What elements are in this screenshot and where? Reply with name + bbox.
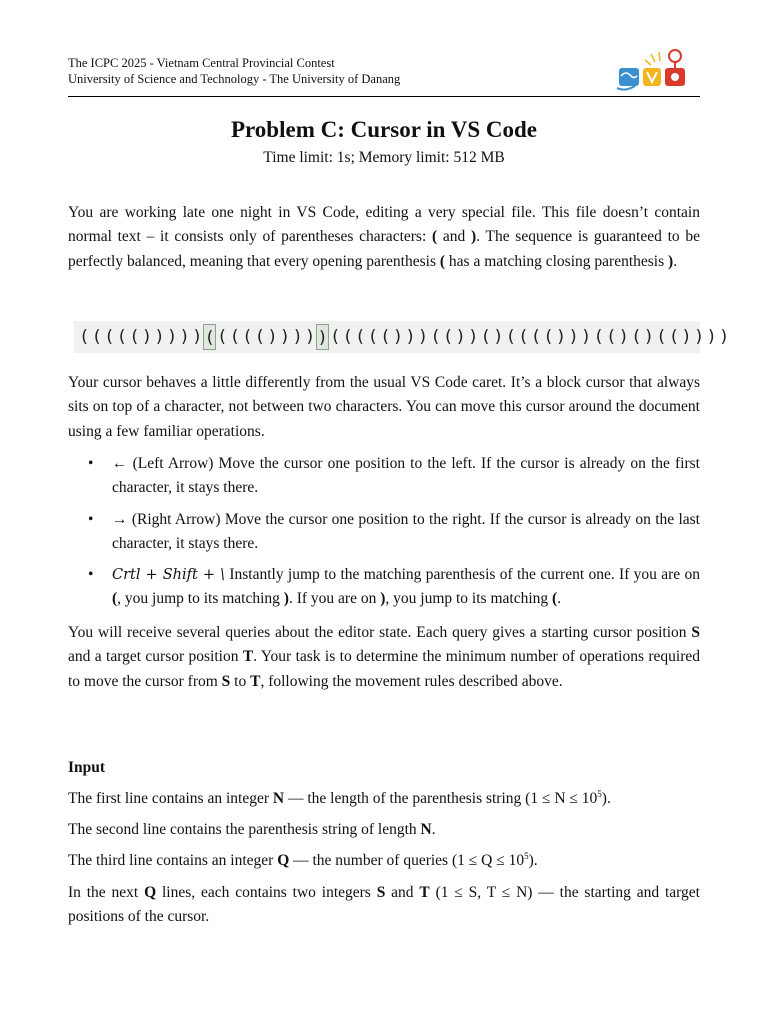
page-header	[68, 55, 700, 97]
list-item-jump: • Crtl + Shift + \ Instantly jump to the matching parenthesis of the current one. If you are on (, you jump to its matching ). If you are on ), you jump to its matching (.	[68, 563, 700, 612]
paren-char: )	[455, 327, 466, 347]
paren-char: )	[693, 327, 705, 347]
queries-paragraph: You will receive several queries about the editor state. Each query gives a starting cursor position S and a target cursor position T. Your task is to determine the minimum number of operations required to move the cursor from S to T, following the movement rules described above.	[68, 624, 700, 690]
paren-char: )	[141, 327, 153, 347]
paren-char: )	[643, 327, 654, 347]
paren-char: )	[493, 327, 504, 347]
paren-char: )	[555, 327, 567, 347]
paren-char: (	[229, 327, 240, 347]
paren-char: (	[116, 327, 128, 347]
paren-char: (	[593, 327, 604, 347]
paren-char: )	[166, 327, 178, 347]
university-name: University of Science and Technology - The University of Danang	[68, 72, 401, 86]
paren-char: (	[342, 327, 353, 347]
paren-char: (	[543, 327, 554, 347]
paren-char: (	[217, 327, 228, 347]
paren-char: (	[129, 327, 140, 347]
paren-char: )	[392, 327, 404, 347]
list-item-right-arrow: • → (Right Arrow) Move the cursor one position to the right. If the cursor is already on the last character, it stays there.	[68, 508, 700, 557]
contest-name: The ICPC 2025 - Vietnam Central Provincial Contest	[68, 56, 335, 70]
paren-char: )	[192, 327, 203, 347]
paren-char: (	[530, 327, 542, 347]
paren-char: )	[279, 327, 291, 347]
paren-char: (	[254, 327, 266, 347]
paren-char: )	[681, 327, 692, 347]
paren-char: (	[104, 327, 115, 347]
input-heading: Input	[68, 759, 106, 776]
parenthesis-example-strip	[74, 321, 730, 353]
bullet-icon: •	[88, 455, 94, 472]
intro-paragraph: You are working late one night in VS Code, editing a very special file. This file doesn’t contain normal text – it consists only of parentheses characters: ( and ). The sequence is guaranteed to be perfectly balanced, meaning that every opening parenthesis ( has a matching closing parenthesis ).	[68, 204, 700, 270]
paren-char: )	[706, 327, 717, 347]
paren-char: )	[267, 327, 278, 347]
paren-char: )	[719, 327, 730, 347]
shortcut-formula: Crtl + Shift + \	[112, 567, 225, 584]
header-rule	[68, 96, 700, 97]
paren-char: (	[430, 327, 441, 347]
paren-char: (	[367, 327, 378, 347]
paren-char: (	[606, 327, 617, 347]
paren-char: )	[417, 327, 429, 347]
paren-char: )	[405, 327, 416, 347]
paren-char: )	[304, 327, 316, 347]
input-line-2: The second line contains the parenthesis string of length N.	[68, 821, 436, 838]
problem-limits: Time limit: 1s; Memory limit: 512 MB	[263, 149, 505, 166]
paren-char: )	[468, 327, 479, 347]
bullet-icon: •	[88, 510, 94, 528]
paren-char: )	[179, 327, 190, 347]
paren-char: )	[568, 327, 579, 347]
paren-char: (	[330, 327, 341, 347]
cursor-highlighted-char: )	[316, 324, 329, 350]
paren-char: (	[656, 327, 667, 347]
paren-char: (	[668, 327, 680, 347]
paren-char: (	[480, 327, 491, 347]
cursor-highlighted-char: (	[203, 324, 216, 350]
paren-char: (	[91, 327, 102, 347]
paren-char: )	[154, 327, 165, 347]
input-line-4: In the next Q lines, each contains two integers S and T (1 ≤ S, T ≤ N) — the starting and target positions of the cursor.	[68, 884, 700, 926]
paren-char: (	[505, 327, 516, 347]
paren-char: (	[518, 327, 529, 347]
paren-char: (	[355, 327, 366, 347]
paren-char: (	[242, 327, 253, 347]
input-line-3: The third line contains an integer Q — the number of queries $(1 \le Q \le 10^5)$.	[68, 850, 538, 869]
bullet-icon: •	[88, 566, 94, 584]
input-line-1: The first line contains an integer N — the length of the parenthesis string $(1 \le N \le 10^5)$.	[68, 788, 611, 807]
paren-char: (	[380, 327, 391, 347]
paren-char: )	[618, 327, 629, 347]
paren-char: )	[581, 327, 592, 347]
icpc-logo-icon	[613, 46, 693, 92]
problem-title: Problem C: Cursor in VS Code	[230, 117, 538, 142]
list-item-left-arrow: • ← (Left Arrow) Move the cursor one position to the left. If the cursor is already on the first character, it stays there.	[68, 452, 700, 501]
operations-list	[68, 452, 700, 619]
paren-char: (	[79, 327, 90, 347]
paren-char: )	[292, 327, 303, 347]
paren-char: (	[631, 327, 642, 347]
cursor-paragraph: Your cursor behaves a little differently from the usual VS Code caret. It’s a block cursor that always sits on top of a character, not between two characters. You can move this cursor around the document using a few familiar operations.	[68, 374, 700, 440]
paren-char: (	[443, 327, 454, 347]
